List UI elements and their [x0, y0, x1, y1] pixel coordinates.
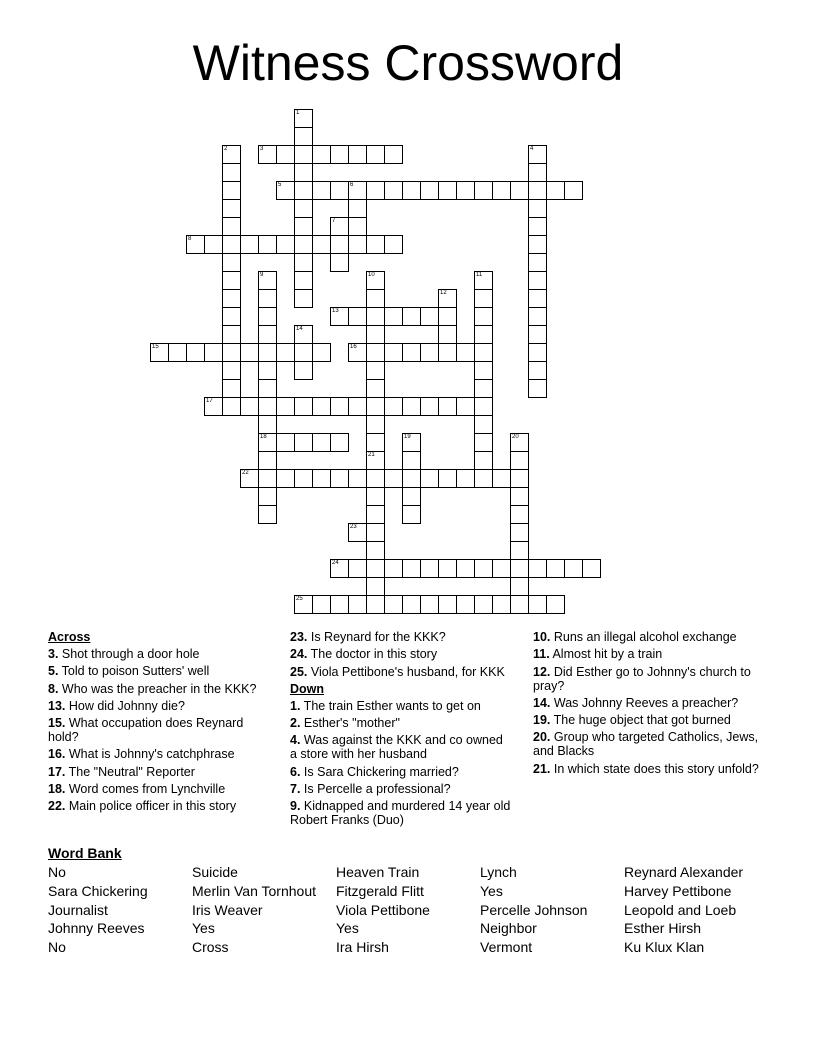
- clue-item: 10. Runs an illegal alcohol exchange: [533, 630, 737, 644]
- crossword-cell[interactable]: [366, 397, 385, 416]
- clue-number: 15: [152, 344, 159, 350]
- crossword-cell[interactable]: [348, 199, 367, 218]
- crossword-cell[interactable]: [366, 289, 385, 308]
- crossword-cell[interactable]: [276, 145, 295, 164]
- crossword-cell[interactable]: [366, 235, 385, 254]
- crossword-cell[interactable]: [366, 415, 385, 434]
- crossword-cell[interactable]: [258, 145, 277, 164]
- word-bank-heading: Word Bank: [48, 845, 122, 861]
- crossword-cell[interactable]: [258, 325, 277, 344]
- clue-item: 22. Main police officer in this story: [48, 799, 237, 814]
- clue-item: 7. Is Percelle a professional?: [290, 782, 451, 797]
- crossword-cell[interactable]: [366, 541, 385, 560]
- crossword-cell[interactable]: [438, 289, 457, 308]
- crossword-cell[interactable]: [456, 595, 475, 614]
- clue-item: 16. What is Johnny's catchphrase: [48, 747, 235, 762]
- crossword-cell[interactable]: [348, 559, 367, 578]
- crossword-cell[interactable]: [294, 163, 313, 182]
- crossword-cell[interactable]: [294, 325, 313, 344]
- crossword-cell[interactable]: [258, 433, 277, 452]
- word-bank-word: Johnny Reeves: [48, 920, 145, 937]
- clue-number: 13: [332, 308, 339, 314]
- word-bank-word: Heaven Train: [336, 864, 420, 880]
- clue-item: 24. The doctor in this story: [290, 647, 438, 662]
- crossword-cell[interactable]: [348, 307, 367, 326]
- crossword-cell[interactable]: [456, 559, 475, 578]
- clue-number: 10: [368, 272, 375, 278]
- clue-number: 25: [296, 596, 303, 602]
- crossword-cell[interactable]: [366, 577, 385, 596]
- crossword-cell[interactable]: [276, 397, 295, 416]
- crossword-cell[interactable]: [402, 181, 421, 200]
- crossword-cell[interactable]: [312, 145, 331, 164]
- crossword-cell[interactable]: [528, 253, 547, 272]
- crossword-cell[interactable]: [348, 523, 367, 542]
- crossword-cell[interactable]: [240, 235, 259, 254]
- word-bank-word: Neighbor: [480, 920, 537, 937]
- clue-number: 24: [332, 560, 339, 566]
- crossword-cell[interactable]: [294, 253, 313, 272]
- clue-item: 12. Did Esther go to Johnny's church to pray?: [533, 664, 751, 693]
- crossword-cell[interactable]: [510, 559, 529, 578]
- crossword-cell[interactable]: [438, 343, 457, 362]
- word-bank-word: Harvey Pettibone: [624, 882, 732, 899]
- crossword-cell[interactable]: [492, 181, 511, 200]
- crossword-cell[interactable]: [330, 235, 349, 254]
- crossword-cell[interactable]: [348, 145, 367, 164]
- crossword-cell[interactable]: [222, 361, 241, 380]
- crossword-cell[interactable]: [258, 343, 277, 362]
- crossword-cell[interactable]: [510, 487, 529, 506]
- crossword-cell[interactable]: [294, 343, 313, 362]
- crossword-cell[interactable]: [222, 343, 241, 362]
- crossword-cell[interactable]: [528, 307, 547, 326]
- crossword-cell[interactable]: [438, 559, 457, 578]
- crossword-cell[interactable]: [366, 487, 385, 506]
- crossword-cell[interactable]: [438, 469, 457, 488]
- crossword-cell[interactable]: [492, 559, 511, 578]
- crossword-cell[interactable]: [330, 469, 349, 488]
- crossword-cell[interactable]: [366, 307, 385, 326]
- crossword-cell[interactable]: [438, 595, 457, 614]
- crossword-cell[interactable]: [366, 595, 385, 614]
- crossword-cell[interactable]: [366, 379, 385, 398]
- crossword-cell[interactable]: [420, 469, 439, 488]
- crossword-cell[interactable]: [474, 433, 493, 452]
- crossword-cell[interactable]: [528, 199, 547, 218]
- crossword-cell[interactable]: [474, 415, 493, 434]
- crossword-cell[interactable]: [222, 253, 241, 272]
- crossword-cell[interactable]: [222, 181, 241, 200]
- clue-item: 17. The "Neutral" Reporter: [48, 764, 195, 779]
- crossword-cell[interactable]: [258, 271, 277, 290]
- word-bank-word: Yes: [192, 920, 215, 937]
- crossword-cell[interactable]: [384, 307, 403, 326]
- crossword-cell[interactable]: [438, 307, 457, 326]
- crossword-cell[interactable]: [474, 451, 493, 470]
- crossword-cell[interactable]: [330, 217, 349, 236]
- crossword-cell[interactable]: [366, 361, 385, 380]
- clue-number: 9: [260, 272, 264, 278]
- crossword-cell[interactable]: [366, 433, 385, 452]
- crossword-cell[interactable]: [222, 325, 241, 344]
- crossword-cell[interactable]: [528, 343, 547, 362]
- word-bank-word: No: [48, 939, 66, 956]
- crossword-cell[interactable]: [330, 145, 349, 164]
- crossword-cell[interactable]: [384, 469, 403, 488]
- crossword-cell[interactable]: [474, 307, 493, 326]
- crossword-cell[interactable]: [222, 145, 241, 164]
- crossword-cell[interactable]: [456, 343, 475, 362]
- crossword-cell[interactable]: [222, 271, 241, 290]
- crossword-cell[interactable]: [510, 451, 529, 470]
- crossword-cell[interactable]: [348, 469, 367, 488]
- crossword-cell[interactable]: [276, 235, 295, 254]
- crossword-cell[interactable]: [312, 469, 331, 488]
- clue-number: 5: [278, 182, 282, 188]
- crossword-cell[interactable]: [528, 379, 547, 398]
- crossword-cell[interactable]: [222, 379, 241, 398]
- crossword-cell[interactable]: [492, 595, 511, 614]
- crossword-cell[interactable]: [222, 235, 241, 254]
- clue-item: 1. The train Esther wants to get on: [290, 698, 481, 713]
- across-heading: Across: [48, 630, 91, 644]
- clue-item: 5. Told to poison Sutters' well: [48, 664, 210, 679]
- crossword-cell[interactable]: [384, 559, 403, 578]
- clue-item: 20. Group who targeted Catholics, Jews, and Blacks: [533, 730, 759, 759]
- clue-item: 11. Almost hit by a train: [533, 647, 663, 662]
- word-bank-word: Suicide: [192, 864, 238, 880]
- crossword-cell[interactable]: [474, 379, 493, 398]
- crossword-cell[interactable]: [366, 271, 385, 290]
- crossword-cell[interactable]: [258, 235, 277, 254]
- clue-item: 15. What occupation does Reynard hold?: [48, 716, 244, 745]
- clue-item: 3. Shot through a door hole: [48, 647, 200, 661]
- crossword-cell[interactable]: [546, 595, 565, 614]
- crossword-cell[interactable]: [402, 397, 421, 416]
- word-bank-word: No: [48, 864, 66, 880]
- clue-item: 9. Kidnapped and murdered 14 year old Robert Franks (Duo): [290, 799, 511, 828]
- crossword-cell[interactable]: [330, 559, 349, 578]
- crossword-cell[interactable]: [294, 235, 313, 254]
- down-heading: Down: [290, 681, 325, 696]
- clue-item: 23. Is Reynard for the KKK?: [290, 630, 446, 644]
- page-title: Witness Crossword: [192, 35, 624, 91]
- crossword-cell[interactable]: [366, 505, 385, 524]
- crossword-cell[interactable]: [456, 397, 475, 416]
- clue-number: 23: [350, 524, 357, 530]
- crossword-cell[interactable]: [294, 217, 313, 236]
- crossword-cell[interactable]: [276, 181, 295, 200]
- crossword-cell[interactable]: [294, 145, 313, 164]
- crossword-cell[interactable]: [294, 289, 313, 308]
- crossword-cell[interactable]: [312, 235, 331, 254]
- crossword-cell[interactable]: [258, 451, 277, 470]
- word-bank-word: Leopold and Loeb: [624, 901, 737, 918]
- crossword-cell[interactable]: [276, 433, 295, 452]
- crossword-cell[interactable]: [546, 181, 565, 200]
- word-bank-word: Yes: [480, 882, 503, 899]
- clue-number: 14: [296, 326, 303, 332]
- clue-number: 7: [332, 218, 336, 224]
- crossword-cell[interactable]: [402, 343, 421, 362]
- clue-number: 4: [530, 146, 534, 152]
- crossword-cell[interactable]: [366, 469, 385, 488]
- crossword-cell[interactable]: [312, 397, 331, 416]
- crossword-cell[interactable]: [294, 469, 313, 488]
- clue-item: 14. Was Johnny Reeves a preacher?: [533, 695, 739, 710]
- crossword-cell[interactable]: [546, 559, 565, 578]
- crossword-cell[interactable]: [420, 181, 439, 200]
- crossword-cell[interactable]: [258, 361, 277, 380]
- crossword-cell[interactable]: [294, 433, 313, 452]
- crossword-cell[interactable]: [528, 217, 547, 236]
- word-bank-word: Cross: [192, 939, 229, 956]
- crossword-cell[interactable]: [330, 433, 349, 452]
- crossword-cell[interactable]: [402, 559, 421, 578]
- crossword-cell[interactable]: [384, 595, 403, 614]
- crossword-cell[interactable]: [420, 307, 439, 326]
- word-bank-word: Viola Pettibone: [336, 901, 430, 918]
- crossword-cell[interactable]: [186, 235, 205, 254]
- crossword-cell[interactable]: [564, 559, 583, 578]
- crossword-cell[interactable]: [474, 181, 493, 200]
- crossword-cell[interactable]: [510, 595, 529, 614]
- crossword-cell[interactable]: [366, 451, 385, 470]
- crossword-cell[interactable]: [564, 181, 583, 200]
- crossword-cell[interactable]: [294, 181, 313, 200]
- crossword-cell[interactable]: [510, 577, 529, 596]
- crossword-cell[interactable]: [348, 343, 367, 362]
- crossword-cell[interactable]: [528, 361, 547, 380]
- crossword-cell[interactable]: [204, 343, 223, 362]
- crossword-cell[interactable]: [456, 181, 475, 200]
- crossword-cell[interactable]: [366, 559, 385, 578]
- crossword-cell[interactable]: [222, 217, 241, 236]
- crossword-cell[interactable]: [402, 307, 421, 326]
- crossword-cell[interactable]: [240, 343, 259, 362]
- crossword-cell[interactable]: [168, 343, 187, 362]
- crossword-cell[interactable]: [402, 595, 421, 614]
- crossword-cell[interactable]: [474, 325, 493, 344]
- crossword-cell[interactable]: [420, 559, 439, 578]
- clue-item: 8. Who was the preacher in the KKK?: [48, 681, 257, 696]
- clue-number: 22: [242, 470, 249, 476]
- crossword-cell[interactable]: [366, 181, 385, 200]
- crossword-cell[interactable]: [330, 253, 349, 272]
- crossword-cell[interactable]: [510, 541, 529, 560]
- word-bank-word: Yes: [336, 920, 359, 937]
- crossword-cell[interactable]: [474, 397, 493, 416]
- crossword-cell[interactable]: [276, 469, 295, 488]
- crossword-cell[interactable]: [294, 271, 313, 290]
- clue-number: 11: [476, 272, 483, 278]
- word-bank-word: Reynard Alexander: [624, 864, 744, 880]
- crossword-cell[interactable]: [474, 343, 493, 362]
- clues-column-1: [48, 630, 270, 817]
- crossword-cell[interactable]: [258, 487, 277, 506]
- crossword-cell[interactable]: [186, 343, 205, 362]
- clue-number: 18: [260, 434, 267, 440]
- crossword-cell[interactable]: [294, 361, 313, 380]
- clue-number: 3: [260, 146, 264, 152]
- word-bank-word: Ku Klux Klan: [624, 939, 705, 956]
- crossword-cell[interactable]: [312, 433, 331, 452]
- word-bank-word: Journalist: [48, 901, 108, 918]
- crossword-cell[interactable]: [312, 181, 331, 200]
- word-bank-word: Esther Hirsh: [624, 920, 702, 937]
- clue-number: 6: [350, 182, 354, 188]
- crossword-cell[interactable]: [384, 145, 403, 164]
- crossword-cell[interactable]: [510, 181, 529, 200]
- crossword-cell[interactable]: [204, 397, 223, 416]
- crossword-cell[interactable]: [528, 595, 547, 614]
- crossword-cell[interactable]: [330, 595, 349, 614]
- crossword-cell[interactable]: [528, 181, 547, 200]
- clue-item: 25. Viola Pettibone's husband, for KKK: [290, 664, 505, 679]
- crossword-cell[interactable]: [222, 289, 241, 308]
- crossword-cell[interactable]: [510, 469, 529, 488]
- clue-item: 18. Word comes from Lynchville: [48, 782, 226, 797]
- crossword-cell[interactable]: [222, 307, 241, 326]
- crossword-cell[interactable]: [384, 181, 403, 200]
- crossword-cell[interactable]: [366, 325, 385, 344]
- crossword-cell[interactable]: [474, 595, 493, 614]
- clue-item: 13. How did Johnny die?: [48, 698, 185, 713]
- crossword-cell[interactable]: [528, 163, 547, 182]
- crossword-cell[interactable]: [438, 397, 457, 416]
- clue-number: 20: [512, 434, 519, 440]
- clue-number: 17: [206, 398, 213, 404]
- crossword-cell[interactable]: [474, 361, 493, 380]
- crossword-cell[interactable]: [222, 199, 241, 218]
- clues-column-3: [533, 630, 763, 779]
- clue-number: 19: [404, 434, 411, 440]
- crossword-cell[interactable]: [456, 469, 475, 488]
- clue-item: 2. Esther's "mother": [290, 716, 400, 731]
- crossword-cell[interactable]: [384, 235, 403, 254]
- crossword-cell[interactable]: [474, 289, 493, 308]
- clue-item: 19. The huge object that got burned: [533, 713, 731, 728]
- crossword-cell[interactable]: [348, 217, 367, 236]
- crossword-cell[interactable]: [258, 307, 277, 326]
- crossword-cell[interactable]: [420, 343, 439, 362]
- crossword-cell[interactable]: [330, 397, 349, 416]
- crossword-cell[interactable]: [222, 397, 241, 416]
- crossword-cell[interactable]: [510, 505, 529, 524]
- clues-column-2: [290, 630, 512, 831]
- crossword-cell[interactable]: [474, 271, 493, 290]
- crossword-cell[interactable]: [528, 289, 547, 308]
- crossword-cell[interactable]: [402, 487, 421, 506]
- crossword-cell[interactable]: [438, 325, 457, 344]
- clue-number: 1: [296, 110, 300, 116]
- crossword-cell[interactable]: [348, 595, 367, 614]
- clue-item: 6. Is Sara Chickering married?: [290, 764, 459, 779]
- crossword-cell[interactable]: [384, 343, 403, 362]
- crossword-cell[interactable]: [384, 397, 403, 416]
- crossword-cell[interactable]: [528, 325, 547, 344]
- crossword-cell[interactable]: [582, 559, 601, 578]
- crossword-cell[interactable]: [258, 415, 277, 434]
- word-bank-word: Lynch: [480, 864, 517, 880]
- crossword-cell[interactable]: [150, 343, 169, 362]
- crossword-cell[interactable]: [348, 181, 367, 200]
- crossword-cell[interactable]: [366, 343, 385, 362]
- crossword-cell[interactable]: [528, 235, 547, 254]
- crossword-cell[interactable]: [240, 469, 259, 488]
- clue-item: 4. Was against the KKK and co owned a store with her husband: [290, 733, 503, 762]
- crossword-cell[interactable]: [240, 397, 259, 416]
- crossword-cell[interactable]: [528, 145, 547, 164]
- crossword-cell[interactable]: [258, 379, 277, 398]
- crossword-cell[interactable]: [294, 397, 313, 416]
- crossword-cell[interactable]: [420, 595, 439, 614]
- word-bank-word: Sara Chickering: [48, 882, 148, 899]
- crossword-cell[interactable]: [204, 235, 223, 254]
- crossword-cell[interactable]: [348, 397, 367, 416]
- crossword-cell[interactable]: [366, 523, 385, 542]
- crossword-cell[interactable]: [420, 397, 439, 416]
- crossword-cell[interactable]: [294, 127, 313, 146]
- crossword-cell[interactable]: [294, 595, 313, 614]
- crossword-cell[interactable]: [402, 451, 421, 470]
- crossword-cell[interactable]: [438, 181, 457, 200]
- crossword-cell[interactable]: [222, 163, 241, 182]
- crossword-cell[interactable]: [402, 469, 421, 488]
- crossword-cell[interactable]: [276, 343, 295, 362]
- crossword-cell[interactable]: [294, 199, 313, 218]
- word-bank-word: Percelle Johnson: [480, 901, 588, 918]
- crossword-cell[interactable]: [312, 343, 331, 362]
- crossword-cell[interactable]: [294, 109, 313, 128]
- crossword-cell[interactable]: [528, 559, 547, 578]
- crossword-cell[interactable]: [528, 271, 547, 290]
- word-bank-word: Ira Hirsh: [336, 939, 389, 956]
- crossword-cell[interactable]: [402, 505, 421, 524]
- crossword-cell[interactable]: [258, 289, 277, 308]
- clue-number: 16: [350, 344, 357, 350]
- crossword-cell[interactable]: [474, 559, 493, 578]
- crossword-cell[interactable]: [258, 505, 277, 524]
- clue-number: 8: [188, 236, 192, 242]
- crossword-cell[interactable]: [474, 469, 493, 488]
- word-bank-word: Merlin Van Tornhout: [192, 882, 316, 899]
- crossword-cell[interactable]: [492, 469, 511, 488]
- clue-item: 21. In which state does this story unfold?: [533, 761, 759, 776]
- crossword-cell[interactable]: [402, 433, 421, 452]
- crossword-cell[interactable]: [312, 595, 331, 614]
- word-bank-word: Fitzgerald Flitt: [336, 882, 424, 899]
- crossword-cell[interactable]: [510, 433, 529, 452]
- crossword-cell[interactable]: [258, 469, 277, 488]
- word-bank-word: Vermont: [480, 939, 533, 956]
- clue-number: 2: [224, 146, 228, 152]
- crossword-cell[interactable]: [510, 523, 529, 542]
- word-bank-word: Iris Weaver: [192, 901, 263, 918]
- crossword-cell[interactable]: [348, 235, 367, 254]
- crossword-cell[interactable]: [258, 397, 277, 416]
- crossword-cell[interactable]: [330, 307, 349, 326]
- clue-number: 21: [368, 452, 375, 458]
- crossword-cell[interactable]: [330, 181, 349, 200]
- crossword-cell[interactable]: [366, 145, 385, 164]
- clue-number: 12: [440, 290, 447, 296]
